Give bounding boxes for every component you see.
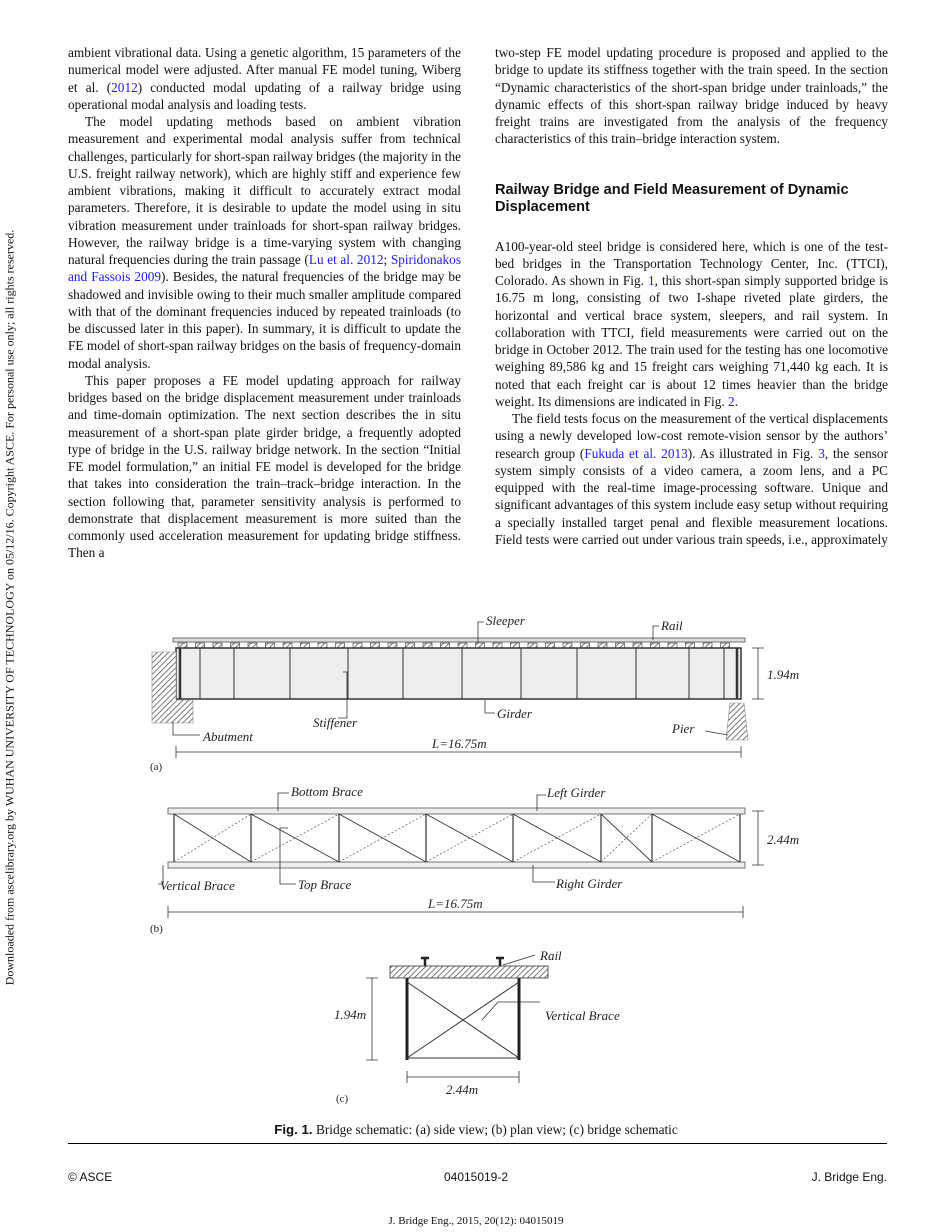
deck [390, 966, 548, 978]
panel-label-c: (c) [336, 1093, 349, 1105]
bottom-brace [601, 814, 652, 862]
footer-article-number: 04015019-2 [443, 1170, 509, 1184]
text-segment: ). As illustrated in Fig. [687, 445, 819, 461]
label-vertical-brace: Vertical Brace [160, 878, 235, 893]
label-girder: Girder [497, 706, 532, 721]
label-top-brace: Top Brace [298, 877, 352, 892]
braces [174, 814, 740, 862]
label-rail: Rail [540, 948, 562, 963]
text-segment: The model updating methods based on ambient vibration measurement and experimental modal analysis suffer from technical challenges, particularly for short-span railway bridges (the majority in the U.S. freight railway network), which are highly stiff and experience few ambient vibrations, making it difficult to accurately extract modal parameters. Therefore, it is desirable to update the model using in situ vibration measurement under trainloads for short-span railway bridges. However, the railway bridge is a time-varying system with changing natural frequencies during the train passage ( [68, 114, 461, 267]
text-segment: two-step FE model updating procedure is proposed and applied to the bridge to update its stiffness together with the train speed. In the section “Dynamic characteristics of the short-span bridge under trainloads,” the dynamic effects of this short-span railway bridge induced by heavy freight trains are investigated from the analysis of the frequency characteristics of this train–bridge interaction system. [495, 45, 888, 147]
label-sleeper: Sleeper [486, 613, 525, 628]
label-height: 1.94m [767, 667, 800, 682]
cross-section [334, 948, 620, 1105]
label-length: L=16.75m [432, 736, 487, 751]
side-view [150, 613, 799, 773]
panel-label-a: (a) [150, 761, 163, 773]
label-bottom-brace: Bottom Brace [291, 784, 363, 799]
columns [407, 978, 519, 1060]
citation-link[interactable]: 2012 [111, 79, 138, 95]
footer-journal: J. Bridge Eng. [811, 1170, 887, 1184]
download-notice: Downloaded from ascelibrary.org by WUHAN UNIVERSITY OF TECHNOLOGY on 05/12/16. Copyright ASCE. For personal use only; all rights reserved. [2, 229, 17, 986]
citation-link[interactable]: Fukuda et al. 2013 [584, 445, 688, 461]
text-segment: , the sensor system simply consists of a video camera, a zoom lens, and a PC equipped with the real-time image-processing software. Unique and significant advantages of this system include easy setup without requiring a specially installed target penal and flexible measurement locations. Field tests were carried out under various train speeds, i.e., approximately [495, 445, 888, 547]
label-width: 2.44m [767, 832, 800, 847]
caption-text: Bridge schematic: (a) side view; (b) plan view; (c) bridge schematic [312, 1122, 678, 1137]
citation-link[interactable]: 2 [728, 393, 735, 409]
panel-label-b: (b) [150, 923, 163, 935]
girder [176, 648, 741, 699]
text-segment: ambient vibrational data. Using a genetic algorithm, 15 parameters of the numerical model were adjusted. After manual FE model tuning, Wiberg et al. ( [68, 45, 461, 95]
text-segment: . [734, 393, 739, 409]
label-pier: Pier [672, 721, 695, 736]
label-length: L=16.75m [428, 896, 483, 911]
citation-link[interactable]: Lu et al. 2012 [308, 252, 384, 267]
text-segment: The field tests focus on the measurement of the vertical displacements using a newly developed low-cost remote-vision sensor by the authors’ research group ( [495, 411, 888, 461]
text-segment: ) conducted modal updating of a railway bridge using operational modal analysis and loading tests. [68, 79, 461, 112]
citation-link[interactable]: 3 [818, 445, 825, 461]
label-abutment: Abutment [203, 729, 253, 744]
section-heading: Railway Bridge and Field Measurement of Dynamic Displacement [495, 181, 849, 215]
text-segment: This paper proposes a FE model updating approach for railway bridges based on the bridge displacement measurement under trainloads and time-domain optimization. The next section describes the in situ measurement of a short-span plate girder bridge, a frequently adopted type of bridge in the U.S. railway bridge network. In the section “Initial FE model formulation,” an initial FE model is developed for the bridge that takes into consideration the train–track–bridge interaction. In the section following that, parameter sensitivity analysis is performed to demonstrate that displacement measurement is more suited than the commonly used acceleration measurement for updating bridge stiffness. Then a [68, 372, 461, 561]
citation-link[interactable]: Spiridonakos and Fassois 2009 [68, 252, 461, 285]
left-girder [168, 808, 745, 814]
footer-copyright: © ASCE [68, 1170, 113, 1184]
footer-rule [68, 1143, 887, 1144]
citation-line: J. Bridge Eng., 2015, 20(12): 04015019 [388, 1215, 564, 1227]
label-width: 2.44m [446, 1082, 479, 1097]
label-left-girder: Left Girder [547, 785, 606, 800]
label-vertical-brace: Vertical Brace [545, 1008, 620, 1023]
rails [421, 958, 504, 966]
pier [726, 703, 748, 740]
text-segment: A100-year-old steel bridge is considered here, which is one of the test-bed bridges in the Transportation Technology Center, Inc. (TTCI), Colorado. As shown in Fig. [495, 238, 888, 288]
figure-caption [0, 1122, 952, 1138]
right-girder [168, 862, 745, 868]
rail [173, 638, 745, 642]
label-stiffener: Stiffener [313, 715, 358, 730]
caption-label: Fig. 1. [274, 1122, 313, 1137]
text-segment: ). Besides, the natural frequencies of the bridge may be shadowed and invisible owing to their much smaller amplitude compared with that of the dominant frequencies induced by repeated trainloads (to be discussed later in this paper). In summary, it is difficult to update the FE model of short-span railway bridges on the basis of frequency-domain modal analysis. [68, 269, 461, 371]
label-height: 1.94m [334, 1007, 367, 1022]
text-segment: , this short-span simply supported bridge is 16.75 m long, consisting of two I-shape riveted plate girders, the horizontal and vertical brace system, sleepers, and rail system. In collaboration with TTCI, field measurements were carried out on the bridge in October 2012. The train used for the testing has one locomotive weighing 89,586 kg and 15 freight cars weighing 71,440 kg each. It is noted that each freight car is about 12 times heavier than the bridge weight. Its dimensions are indicated in Fig. [495, 273, 889, 409]
label-rail: Rail [661, 618, 683, 633]
citation-link[interactable]: 1 [647, 273, 655, 288]
text-segment: ; [383, 252, 391, 267]
label-right-girder: Right Girder [556, 876, 623, 891]
plan-view [150, 784, 799, 935]
